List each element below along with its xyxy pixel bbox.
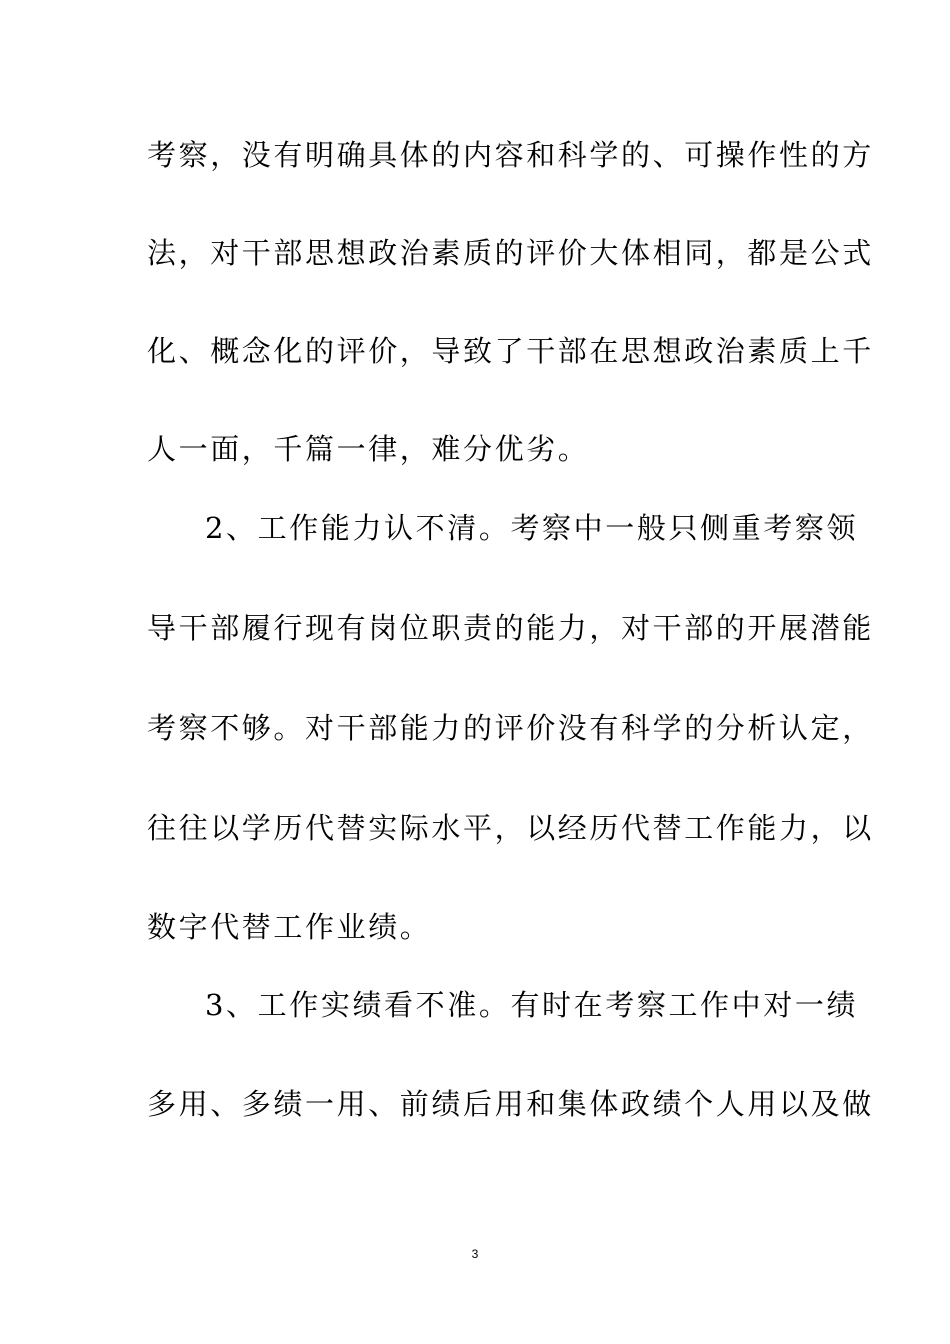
paragraph-2-first-line: 2、工作能力认不清。考察中一般只侧重考察领	[205, 511, 859, 545]
text-line: 人一面，千篇一律，难分优劣。	[147, 432, 590, 466]
text-line: 考察不够。对干部能力的评价没有科学的分析认定，	[147, 711, 874, 745]
paragraph-3-first-line: 3、工作实绩看不准。有时在考察工作中对一绩	[205, 988, 859, 1022]
text-line: 数字代替工作业绩。	[147, 910, 432, 944]
page-number: 3	[471, 1247, 479, 1261]
text-line: 往往以学历代替实际水平，以经历代替工作能力，以	[147, 811, 874, 845]
text-line: 考察，没有明确具体的内容和科学的、可操作性的方	[147, 138, 874, 172]
text-line: 化、概念化的评价，导致了干部在思想政治素质上千	[147, 334, 874, 368]
text-line: 法，对干部思想政治素质的评价大体相同，都是公式	[147, 236, 874, 270]
text-line: 导干部履行现有岗位职责的能力，对干部的开展潜能	[147, 611, 874, 645]
text-line: 多用、多绩一用、前绩后用和集体政绩个人用以及做	[147, 1087, 874, 1121]
